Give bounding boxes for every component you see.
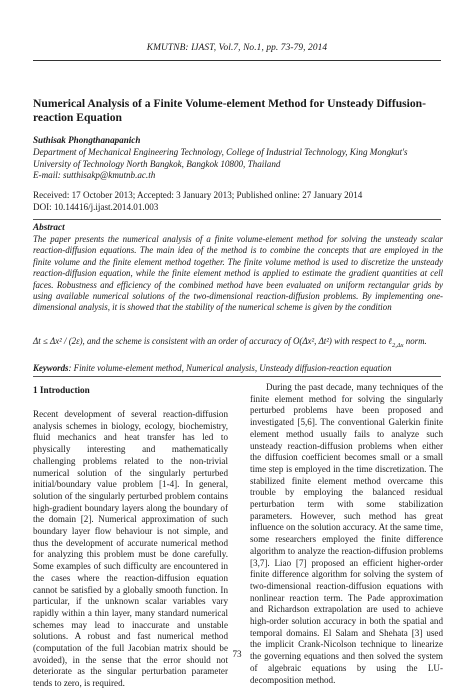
keywords-label: Keywords xyxy=(33,363,69,373)
abstract-heading: Abstract xyxy=(33,222,65,232)
publication-info xyxy=(33,190,443,213)
abstract-rule-top xyxy=(33,219,441,220)
author-email: E-mail: sutthisakp@kmutnb.ac.th xyxy=(33,170,156,181)
norm-subscript: 2,Δx xyxy=(391,341,404,349)
abstract-continuation: , and the scheme is consistent with an order of accuracy of xyxy=(82,336,291,346)
abstract-formula-line xyxy=(33,336,443,347)
norm-symbol: ℓ xyxy=(388,336,392,346)
norm-tail: norm. xyxy=(405,336,427,346)
publication-dates: Received: 17 October 2013; Accepted: 3 January 2013; Published online: 27 January 2014 xyxy=(33,190,363,200)
right-column-text: During the past decade, many techniques of the finite element method for solving the singularly perturbed problems have been proposed and investigated [5,6]. The conventional Galerkin finite element method usually fails to analyze such unsteady reaction-diffusion problems when either the diffusion coefficient becomes small or a small time step is employed in the time discretization. The stabilized finite element method overcame this trouble by employing the balanced residual perturbation term with some stabilization parameters. However, such method has great influence on the solution accuracy. At the same time, some researchers employed the finite difference algorithm to analyze the reaction-diffusion problems [3,7]. Liao [7] proposed an efficient higher-order finite difference algorithm for solving the system of two-dimensional reaction-diffusion equations with nonlinear reaction term. The Pade approximation and Richardson extrapolation are used to achieve high-order solution accuracy in both the spatial and temporal domains. El Salam and Shehata [3] used the implicit Crank-Nicolson technique to linearize the governing equations and then solved the system of algebraic equations by using the LU-decomposition method. xyxy=(250,382,443,685)
order-of-accuracy: O(Δx², Δt²) xyxy=(292,336,332,346)
stability-condition: Δt ≤ Δx² / (2ε) xyxy=(33,336,83,346)
page-number: 73 xyxy=(232,649,242,659)
keywords-text: : Finite volume-element method, Numerical analysis, Unsteady diffusion-reaction equation xyxy=(68,363,392,373)
affiliation: Department of Mechanical Engineering Technology, College of Industrial Technology, King Mongkut's University of Technology North Bangkok, Bangkok 10800, Thailand xyxy=(33,147,408,169)
keywords xyxy=(33,363,443,373)
doi: DOI: 10.14416/j.ijast.2014.01.003 xyxy=(33,201,159,212)
running-header: KMUTNB: IJAST, Vol.7, No.1, pp. 73-79, 2014 xyxy=(146,43,328,53)
section-heading: 1 Introduction xyxy=(33,385,90,395)
affiliation-block xyxy=(33,147,443,182)
abstract-body: The paper presents the numerical analysis of a finite volume-element method for solving the unsteady scalar reaction-diffusion equations. The main idea of the method is to combine the concepts that are employed in the finite volume and the finite element method together. The finite volume method is used to discretize the unsteady reaction-diffusion equation, while the finite element method is applied to estimate the gradient quantities at cell faces. Robustness and efficiency of the combined method have been evaluated on uniform rectangular grids by using available numerical solutions of the two-dimensional reaction-diffusion problems. By implementing one-dimensional analysis, it is showed that the stability of the numerical scheme is given by the condition xyxy=(33,234,443,313)
header-rule xyxy=(33,60,441,61)
author-name: Suthisak Phongthanapanich xyxy=(33,135,141,145)
norm-text: with respect to xyxy=(334,336,387,346)
left-column-text: Recent development of several reaction-diffusion analysis schemes in biology, ecology, biochemistry, fluid mechanics and heat transfer has led to physically interesting and mathematically challenging problems related to the non-trivial numerical solution of the singularly perturbed initial/boundary value problem [1-4]. In general, solution of the singularly perturbed problem contains high-gradient boundary layers along the boundary of the domain [2]. Numerical approximation of such boundary layer flow behaviour is not simple, and thus the development of accurate numerical method for analyzing this problem must be done carefully. Some examples of such difficulty are encountered in the cases where the reaction-diffusion equation cannot be satisfied by a globally smooth function. In particular, if the unknown scalar variables vary rapidly within a thin layer, many standard numerical schemes may lead to inaccurate and unstable solutions. A robust and fast numerical method (computation of the full Jacobian matrix should be avoided), in the sense that the error should not deteriorate as the singular perturbation parameter tends to zero, is required. xyxy=(33,409,228,689)
paper-title: Numerical Analysis of a Finite Volume-element Method for Unsteady Diffusion-reaction Equation xyxy=(33,97,426,124)
keywords-rule xyxy=(33,376,441,377)
